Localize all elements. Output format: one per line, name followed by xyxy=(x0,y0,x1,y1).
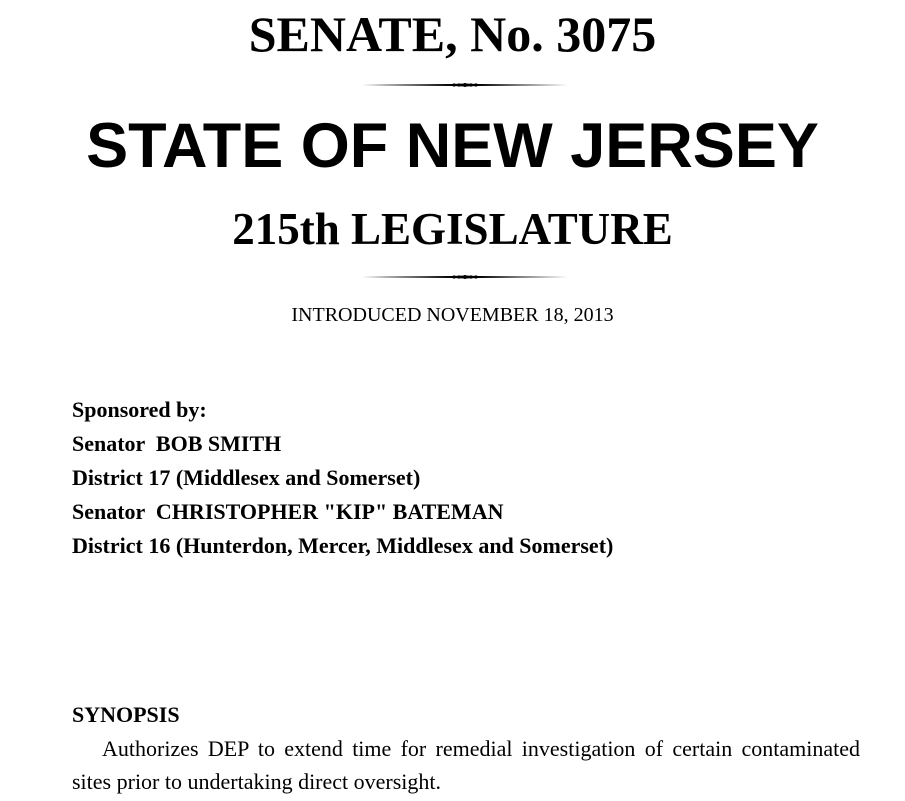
bill-number: SENATE, No. 3075 xyxy=(248,6,657,62)
sponsor-line: Senator BOB SMITH xyxy=(72,431,282,456)
ornamental-rule-top xyxy=(362,80,568,90)
sponsor-label: Sponsored by: xyxy=(72,397,207,422)
synopsis-heading: SYNOPSIS xyxy=(72,702,180,727)
sponsor-line: District 17 (Middlesex and Somerset) xyxy=(72,465,421,490)
ornamental-rule-bottom xyxy=(362,272,568,282)
sponsor-line: District 16 (Hunterdon, Mercer, Middlesex and Somerset) xyxy=(72,533,614,558)
state-title: STATE OF NEW JERSEY xyxy=(86,111,819,181)
legislature-title: 215th LEGISLATURE xyxy=(232,204,673,254)
synopsis-text: Authorizes DEP to extend time for remedial investigation of certain contaminated sites prior to undertaking direct oversight. xyxy=(72,736,860,794)
sponsor-line: Senator CHRISTOPHER "KIP" BATEMAN xyxy=(72,499,504,524)
introduced-date: INTRODUCED NOVEMBER 18, 2013 xyxy=(291,304,614,326)
sponsor-list xyxy=(72,393,872,563)
